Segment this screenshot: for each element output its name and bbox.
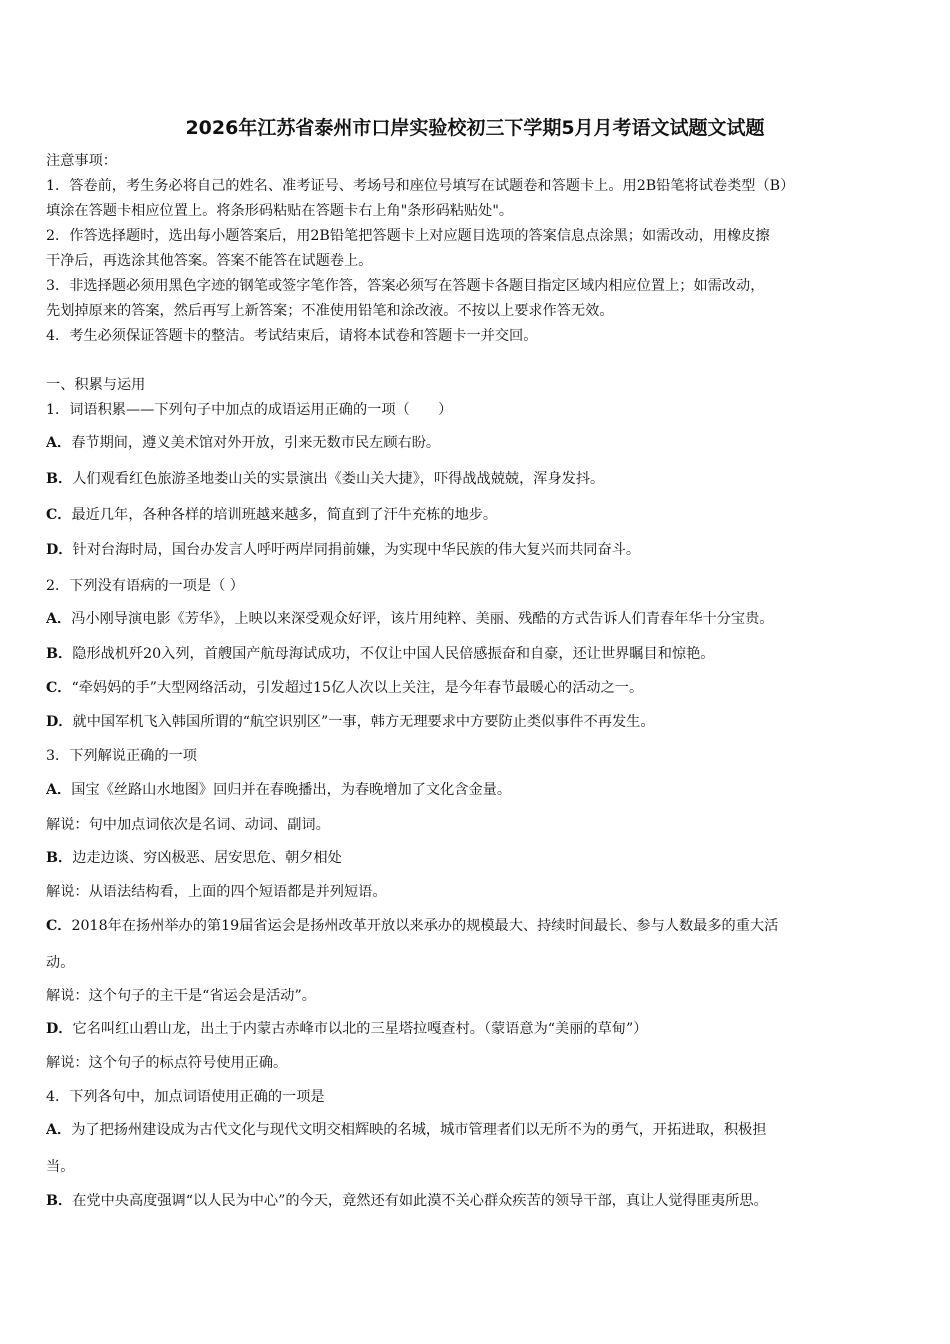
page-title: 2026年江苏省泰州市口岸实验校初三下学期5月月考语文试题文试题 xyxy=(185,117,765,139)
notice-line: 填涂在答题卡相应位置上。将条形码粘贴在答题卡右上角"条形码粘贴处"。 xyxy=(46,203,514,219)
notice-heading: 注意事项： xyxy=(46,153,117,169)
option-continuation: 动。 xyxy=(46,955,75,971)
option-letter: A． xyxy=(46,435,72,451)
option-letter: C． xyxy=(46,680,72,696)
option-text: 在党中央高度强调“以人民为中心”的今天，竟然还有如此漠不关心群众疾苦的领导干部，真让人觉得匪夷所思。 xyxy=(72,1193,768,1209)
option-text: 春节期间，遵义美术馆对外开放，引来无数市民左顾右盼。 xyxy=(71,435,441,451)
option-text: 就中国军机飞入韩国所谓的“航空识别区”一事，韩方无理要求中方要防止类似事件不再发生。 xyxy=(72,714,655,730)
option-letter: B． xyxy=(46,471,73,487)
option-d xyxy=(46,1019,908,1039)
option-c xyxy=(46,916,908,936)
option-letter: D． xyxy=(46,542,73,558)
option-a xyxy=(46,780,908,800)
option-letter: C． xyxy=(46,918,72,934)
option-b xyxy=(46,644,908,664)
notice-line: 3．非选择题必须用黑色字迹的钢笔或签字笔作答，答案必须写在答题卡各题目指定区域内相应位置上；如需改动， xyxy=(46,278,765,294)
explanation: 解说：从语法结构看，上面的四个短语都是并列短语。 xyxy=(46,884,387,900)
option-b xyxy=(46,1191,908,1211)
question-stem: 4．下列各句中，加点词语使用正确的一项是 xyxy=(46,1089,325,1105)
explanation: 解说：这个句子的主干是“省运会是活动”。 xyxy=(46,988,316,1004)
notice-line: 先划掉原来的答案，然后再写上新答案；不准使用铅笔和涂改液。不按以上要求作答无效。 xyxy=(46,303,614,319)
question-stem: 2．下列没有语病的一项是（ ） xyxy=(46,578,244,594)
explanation: 解说：句中加点词依次是名词、动词、副词。 xyxy=(46,817,330,833)
option-b xyxy=(46,469,908,489)
option-d xyxy=(46,540,908,560)
option-letter: A． xyxy=(46,611,72,627)
option-letter: D． xyxy=(46,714,73,730)
option-continuation: 当。 xyxy=(46,1159,75,1175)
option-a xyxy=(46,609,908,629)
option-d xyxy=(46,712,908,732)
option-a xyxy=(46,433,908,453)
option-text: 冯小刚导演电影《芳华》，上映以来深受观众好评，该片用纯粹、美丽、残酷的方式告诉人们青春年华十分宝贵。 xyxy=(71,611,774,627)
option-text: 国宝《丝路山水地图》回归并在春晚播出，为春晚增加了文化含金量。 xyxy=(71,782,512,798)
option-text: 隐形战机歼20入列，首艘国产航母海试成功，不仅让中国人民倍感振奋和自豪，还让世界瞩目和惊艳。 xyxy=(72,646,715,662)
section-heading: 一、积累与运用 xyxy=(46,377,146,393)
question-stem: 1．词语积累——下列句子中加点的成语运用正确的一项（ ） xyxy=(46,402,453,418)
option-letter: A． xyxy=(46,1122,72,1138)
option-text: 人们观看红色旅游圣地娄山关的实景演出《娄山关大捷》，吓得战战兢兢，浑身发抖。 xyxy=(72,471,605,487)
option-letter: A． xyxy=(46,782,72,798)
notice-line: 4．考生必须保证答题卡的整洁。考试结束后，请将本试卷和答题卡一并交回。 xyxy=(46,328,538,344)
notice-line: 干净后，再选涂其他答案。答案不能答在试题卷上。 xyxy=(46,253,373,269)
option-letter: B． xyxy=(46,646,73,662)
option-c xyxy=(46,505,908,525)
option-b xyxy=(46,848,908,868)
option-text: 针对台海时局，国台办发言人呼吁两岸同捐前嫌，为实现中华民族的伟大复兴而共同奋斗。 xyxy=(72,542,641,558)
option-c xyxy=(46,678,908,698)
option-letter: B． xyxy=(46,850,73,866)
option-text: 为了把扬州建设成为古代文化与现代文明交相辉映的名城，城市管理者们以无所不为的勇气，开拓进取，积极担 xyxy=(71,1122,767,1138)
option-letter: D． xyxy=(46,1021,73,1037)
question-stem: 3．下列解说正确的一项 xyxy=(46,748,197,764)
option-a xyxy=(46,1120,908,1140)
option-text: “牵妈妈的手”大型网络活动，引发超过15亿人次以上关注，是今年春节最暖心的活动之一。 xyxy=(71,680,644,696)
option-text: 它名叫红山碧山龙，出土于内蒙古赤峰市以北的三星塔拉嘎查村。（蒙语意为“美丽的草甸”） xyxy=(72,1021,648,1037)
option-letter: C． xyxy=(46,507,72,523)
option-text: 最近几年，各种各样的培训班越来越多，简直到了汗牛充栋的地步。 xyxy=(71,507,498,523)
notice-line: 1．答卷前，考生务必将自己的姓名、准考证号、考场号和座位号填写在试题卷和答题卡上。用2B铅笔将试卷类型（B） xyxy=(46,178,795,194)
notice-line: 2．作答选择题时，选出每小题答案后，用2B铅笔把答题卡上对应题目选项的答案信息点涂黑；如需改动，用橡皮擦 xyxy=(46,228,770,244)
option-text: 2018年在扬州举办的第19届省运会是扬州改革开放以来承办的规模最大、持续时间最长、参与人数最多的重大活 xyxy=(71,918,779,934)
option-text: 边走边谈、穷凶极恶、居安思危、朝夕相处 xyxy=(72,850,342,866)
option-letter: B． xyxy=(46,1193,73,1209)
explanation: 解说：这个句子的标点符号使用正确。 xyxy=(46,1055,288,1071)
